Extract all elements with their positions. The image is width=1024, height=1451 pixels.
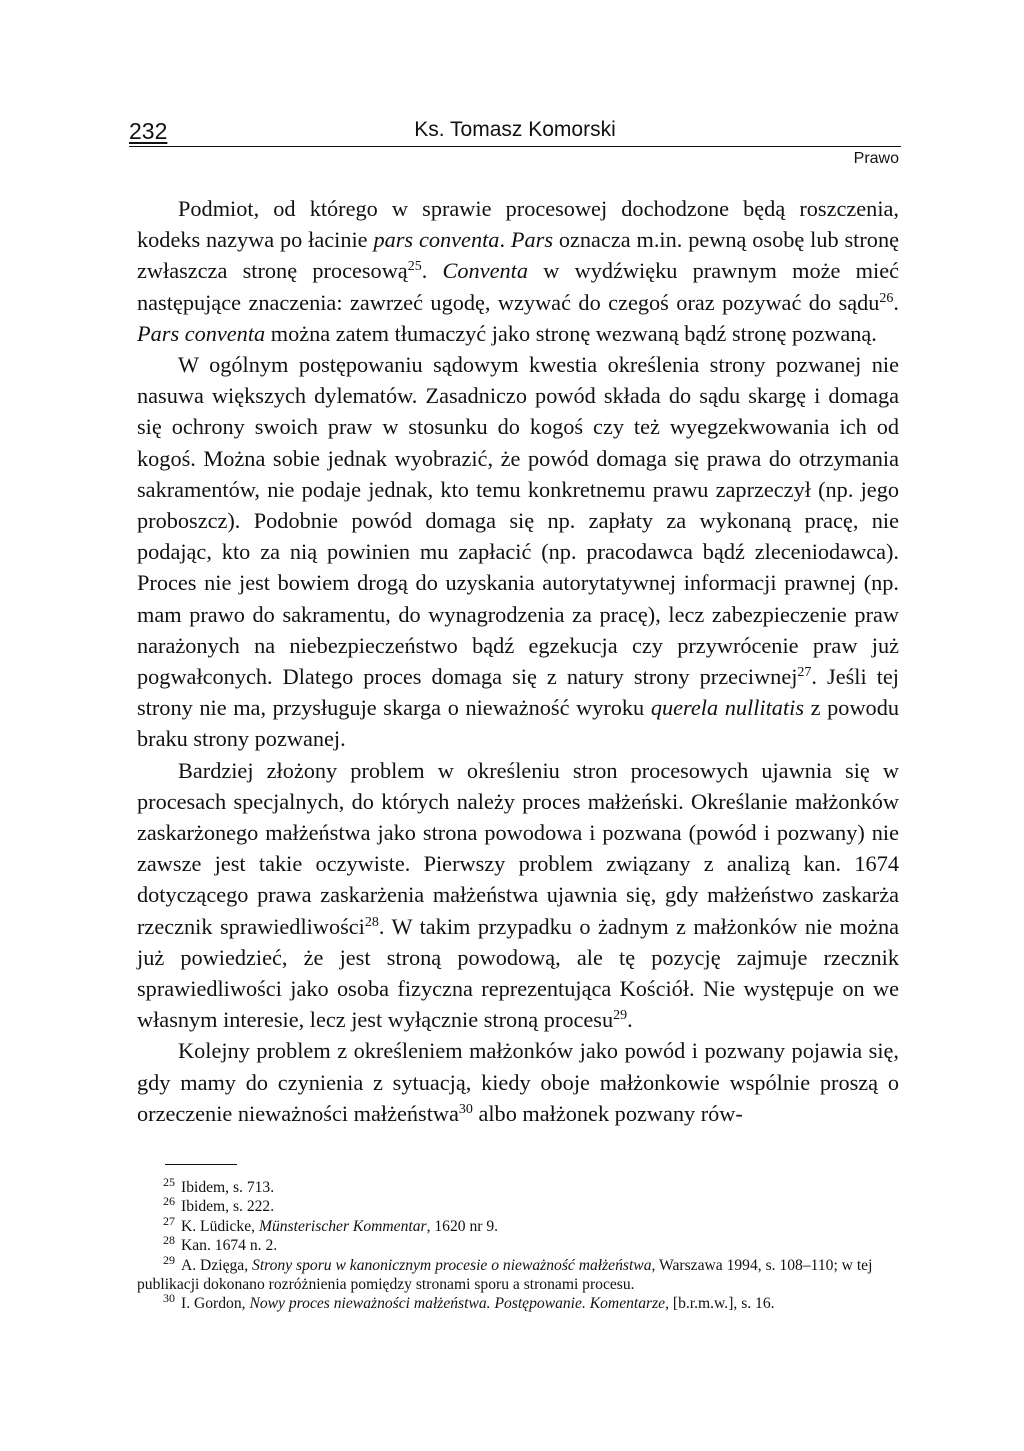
running-head-author: Ks. Tomasz Komorski xyxy=(414,118,616,141)
footnote-ref: 28 xyxy=(364,914,379,930)
paragraph: W ogólnym postępowaniu sądowym kwestia określenia strony pozwanej nie nasuwa większych dylematów. Zasadniczo powód składa do sądu skargę i domaga się ochrony swoich praw w stosunku do kogoś czy też wyegzekwowania ich od kogoś. Można sobie jednak wyobrazić, że powód domaga się prawa do otrzymania sakramentów, nie podaje jednak, kto temu konkretnemu prawu zaprzeczył (np. jego proboszcz). Podobnie powód domaga się np. zapłaty za wykonaną pracę, nie podając, kto za nią powinien mu zapłacić (np. pracodawca bądź zleceniodawca). Proces nie jest bowiem drogą do uzyskania autorytatywnej informacji prawnej (np. mam prawo do sakramentu, do wynagrodzenia za pracę), lecz zabezpieczenie praw narażonych na niebezpieczeństwo bądź egzekucja czy przywrócenie praw już pogwałconych. Dlatego proces domaga się z natury strony przeciwnej$^{27}$. Jeśli tej strony nie ma, przysługuje skarga o nieważność wyroku querela nullitatis z powodu braku strony pozwanej. xyxy=(137,352,900,752)
paragraph: Bardziej złożony problem w określeniu stron procesowych ujawnia się w procesach specjalnych, do których należy proces małżeński. Określanie małżonków zaskarżonego małżeństwa jako strona powodowa i pozwana (powód i pozwany) nie zawsze jest takie oczywiste. Pierwszy problem związany z analizą kan. 1674 dotyczącego prawa zaskarżenia małżeństwa ujawnia się, gdy małżeństwo zaskarża rzecznik sprawiedliwości$^{28}$. W takim przypadku o żadnym z małżonków nie można już powiedzieć, że jest stroną powodową, ale tę pozycję zajmuje rzecznik sprawiedliwości jako osoba fizyczna reprezentująca Kościół. Nie występuje on we własnym interesie, lecz jest wyłącznie stroną procesu$^{29}$. xyxy=(137,757,899,1033)
page-number: 232 xyxy=(129,118,168,144)
page-header xyxy=(129,114,901,147)
footnote-ref: 29 xyxy=(613,1008,628,1024)
footnote-28: $^{28}$ Kan. 1674 n. 2. xyxy=(163,1233,278,1255)
main-text xyxy=(137,193,899,1129)
footnote-26: $^{26}$ Ibidem, s. 222. xyxy=(163,1194,275,1216)
footnote-29: $^{29}$ A. Dzięga, Strony sporu w kanonicznym procesie o nieważność małżeństwa, Warszawa 1994, s. 108–110; w tej publikacji dokonano rozróżnienia pomiędzy stronami sporu a stronami procesu. xyxy=(137,1252,873,1294)
footnote-30: $^{30}$ I. Gordon, Nowy proces nieważności małżeństwa. Postępowanie. Komentarze, [b.r.m.w.], s. 16. xyxy=(163,1291,775,1313)
paragraph: Kolejny problem z określeniem małżonków jako powód i pozwany pojawia się, gdy mamy do czynienia z sytuacją, kiedy oboje małżonkowie wspólnie proszą o orzeczenie nieważności małżeństwa$^{30}$ albo małżonek pozwany rów- xyxy=(137,1038,899,1126)
footnote-ref: 30 xyxy=(458,1101,473,1117)
footnote-ref: 26 xyxy=(879,290,894,306)
paragraph: Podmiot, od którego w sprawie procesowej dochodzone będą roszczenia, kodeks nazywa po łacinie pars conventa. Pars oznacza m.in. pewną osobę lub stronę zwłaszcza stronę procesową$^{25}$. Conventa w wydźwięku prawnym może mieć następujące znaczenia: zawrzeć ugodę, wzywać do czegoś oraz pozywać do sądu$^{26}$. Pars conventa można zatem tłumaczyć jako stronę wezwaną bądź stronę pozwaną. xyxy=(137,196,899,346)
footnote-divider xyxy=(165,1164,237,1165)
footnote-27: $^{27}$ K. Lüdicke, Münsterischer Kommentar, 1620 nr 9. xyxy=(163,1213,499,1235)
footnotes xyxy=(137,1175,899,1314)
section-label: Prawo xyxy=(853,150,899,167)
footnote-ref: 27 xyxy=(797,665,812,681)
footnote-ref: 25 xyxy=(407,259,422,275)
footnote-25: $^{25}$ Ibidem, s. 713. xyxy=(163,1175,275,1196)
